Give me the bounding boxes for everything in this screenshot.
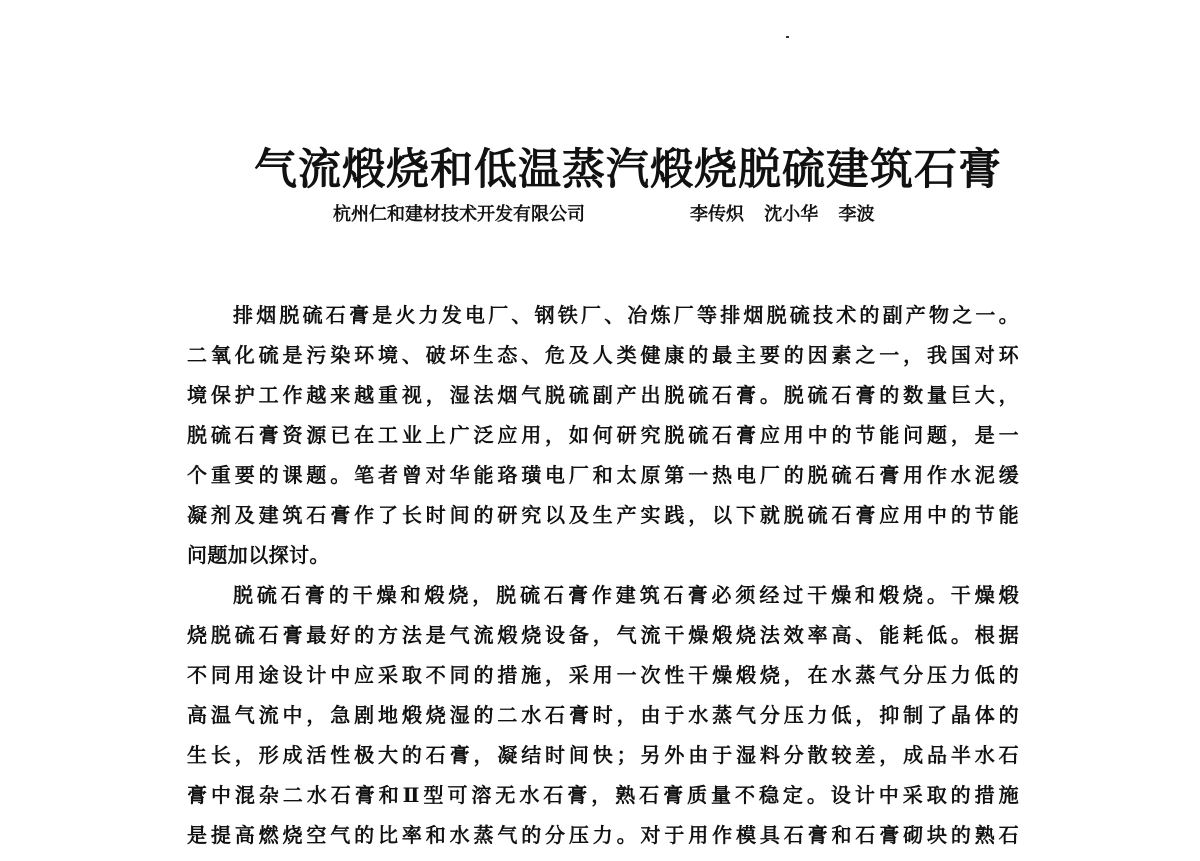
author-organization: 杭州仁和建材技术开发有限公司: [333, 204, 585, 225]
text-line: 不同用途设计中应采取不同的措施，采用一次性干燥煅烧，在水蒸气分压力低的: [187, 663, 1019, 687]
article-body: [187, 295, 1019, 855]
text-line: 生长，形成活性极大的石膏，凝结时间快；另外由于湿料分散较差，成品半水石: [187, 743, 1019, 767]
text-line: 凝剂及建筑石膏作了长时间的研究以及生产实践，以下就脱硫石膏应用中的节能: [187, 503, 1019, 527]
text-line: 个重要的课题。笔者曾对华能珞璜电厂和太原第一热电厂的脱硫石膏用作水泥缓: [187, 463, 1019, 487]
text-line: 烧脱硫石膏最好的方法是气流煅烧设备，气流干燥煅烧法效率高、能耗低。根据: [187, 623, 1019, 647]
text-line: 排烟脱硫石膏是火力发电厂、钢铁厂、冶炼厂等排烟脱硫技术的副产物之一。: [233, 303, 1019, 327]
text-line: 是提高燃烧空气的比率和水蒸气的分压力。对于用作模具石膏和石膏砌块的熟石: [187, 823, 1019, 847]
text-line: 膏中混杂二水石膏和Ⅱ型可溶无水石膏，熟石膏质量不稳定。设计中采取的措施: [187, 783, 1019, 807]
article-title: 气流煅烧和低温蒸汽煅烧脱硫建筑石膏: [254, 145, 1002, 195]
text-line: 高温气流中，急剧地煅烧湿的二水石膏时，由于水蒸气分压力低，抑制了晶体的: [187, 703, 1019, 727]
text-line: 脱硫石膏的干燥和煅烧，脱硫石膏作建筑石膏必须经过干燥和煅烧。干燥煅: [233, 583, 1019, 607]
author-names: 李传炽 沈小华 李波: [690, 204, 875, 225]
scan-speck: [786, 36, 789, 38]
text-line: 问题加以探讨。: [187, 543, 330, 567]
text-line: 二氧化硫是污染环境、破坏生态、危及人类健康的最主要的因素之一，我国对环: [187, 343, 1019, 367]
text-line: 境保护工作越来越重视，湿法烟气脱硫副产出脱硫石膏。脱硫石膏的数量巨大，: [187, 383, 1019, 407]
text-line: 脱硫石膏资源已在工业上广泛应用，如何研究脱硫石膏应用中的节能问题，是一: [187, 423, 1019, 447]
paragraph-1: [187, 295, 1019, 575]
paragraph-2: [187, 575, 1019, 855]
